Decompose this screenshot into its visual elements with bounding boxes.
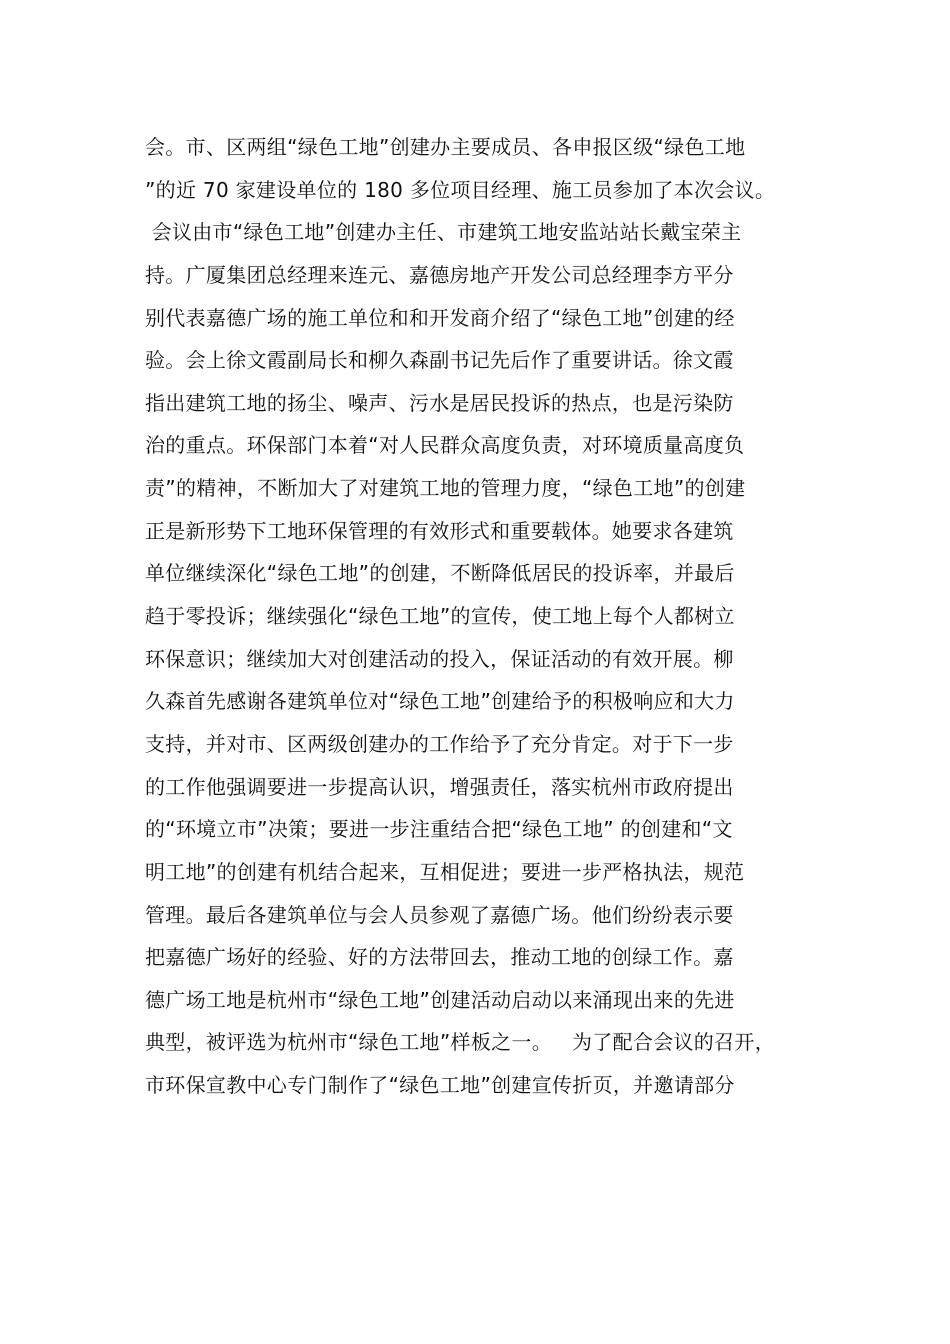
text-line: 指出建筑工地的扬尘、噪声、污水是居民投诉的热点，也是污染防 — [145, 390, 734, 415]
text-line: 别代表嘉德广场的施工单位和和开发商介绍了“绿色工地”创建的经 — [145, 305, 735, 330]
text-line: ”的近 70 家建设单位的 180 多位项目经理、施工员参加了本次会议。 — [145, 177, 776, 202]
body-paragraph — [145, 126, 845, 1107]
text-line: 正是新形势下工地环保管理的有效形式和重要载体。她要求各建筑 — [145, 518, 734, 543]
text-line: 典型，被评选为杭州市“绿色工地”样板之一。 为了配合会议的召开， — [145, 1030, 775, 1055]
text-line: 环保意识；继续加大对创建活动的投入，保证活动的有效开展。柳 — [145, 646, 734, 671]
text-line: 责”的精神，不断加大了对建筑工地的管理力度，“绿色工地”的创建 — [145, 476, 746, 501]
text-line: 的工作他强调要进一步提高认识，增强责任，落实杭州市政府提出 — [145, 774, 734, 799]
text-line: 支持，并对市、区两级创建办的工作给予了充分肯定。对于下一步 — [145, 731, 734, 756]
text-line: 趋于零投诉；继续强化“绿色工地”的宣传，使工地上每个人都树立 — [145, 604, 735, 629]
text-line: 德广场工地是杭州市“绿色工地”创建活动启动以来涌现出来的先进 — [145, 987, 735, 1012]
text-line: 明工地”的创建有机结合起来，互相促进；要进一步严格执法，规范 — [145, 859, 745, 884]
text-line: 的“环境立市”决策；要进一步注重结合把“绿色工地” 的创建和“文 — [145, 817, 733, 842]
text-line: 把嘉德广场好的经验、好的方法带回去，推动工地的创绿工作。嘉 — [145, 945, 734, 970]
text-line: 久森首先感谢各建筑单位对“绿色工地”创建给予的积极响应和大力 — [145, 689, 735, 714]
text-line: 管理。最后各建筑单位与会人员参观了嘉德广场。他们纷纷表示要 — [145, 902, 734, 927]
text-line: 验。会上徐文霞副局长和柳久森副书记先后作了重要讲话。徐文霞 — [145, 348, 734, 373]
text-line: 会。市、区两组“绿色工地”创建办主要成员、各申报区级“绿色工地 — [145, 135, 746, 159]
text-line: 市环保宣教中心专门制作了“绿色工地”创建宣传折页，并邀请部分 — [145, 1073, 735, 1098]
text-line: 治的重点。环保部门本着“对人民群众高度负责，对环境质量高度负 — [145, 433, 745, 458]
text-line: 会议由市“绿色工地”创建办主任、市建筑工地安监站站长戴宝荣主 — [145, 220, 742, 245]
text-line: 持。广厦集团总经理来连元、嘉德房地产开发公司总经理李方平分 — [145, 262, 734, 287]
text-line: 单位继续深化“绿色工地”的创建，不断降低居民的投诉率，并最后 — [145, 561, 735, 586]
